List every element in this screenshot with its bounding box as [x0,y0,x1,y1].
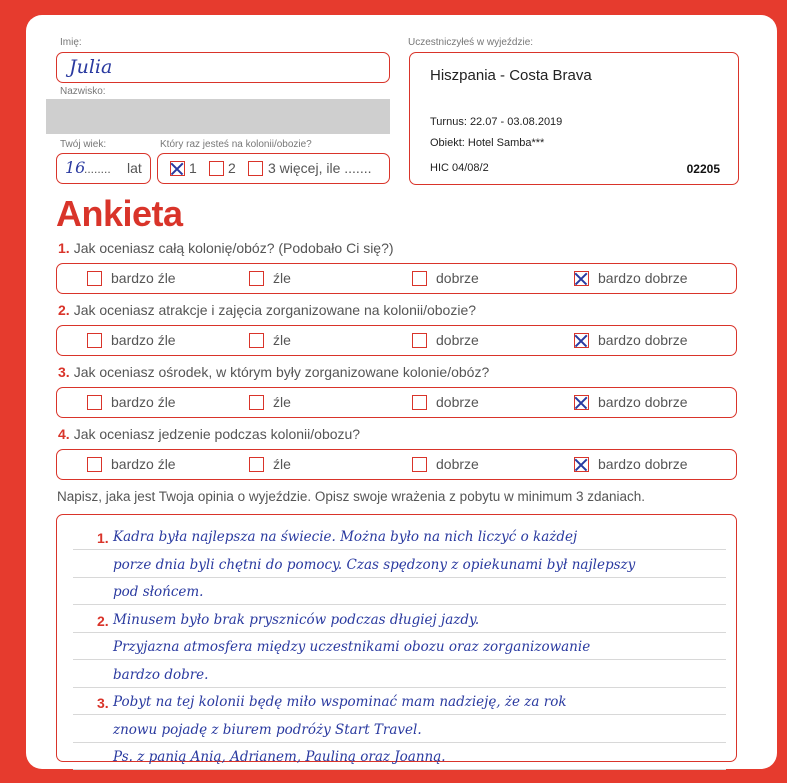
checkbox-q1-2[interactable] [249,271,264,286]
answer-row-2 [56,325,737,356]
ruled-line [73,577,726,578]
times-checkbox-2[interactable] [209,161,224,176]
age-label: Twój wiek: [60,139,107,150]
ruled-line [73,632,726,633]
surname-redacted [46,99,390,134]
checkbox-q3-3[interactable] [412,395,427,410]
ruled-line [73,714,726,715]
opinion-line: znowu pojadę z biurem podróży Start Travel. [113,721,422,738]
question-number: 4. [58,426,70,442]
checkbox-q1-3[interactable] [412,271,427,286]
age-dots: ........ [84,162,111,176]
checkbox-q4-3[interactable] [412,457,427,472]
option-label: bardzo źle [111,332,176,348]
times-checkbox-1[interactable] [170,161,185,176]
checkbox-q2-3[interactable] [412,333,427,348]
option-label: bardzo źle [111,394,176,410]
opinion-line: Pobyt na tej kolonii będę miło wspominać mam nadzieję, że za rok [113,694,567,710]
trip-number: 02205 [686,162,720,176]
question-number: 2. [58,302,70,318]
times-field [157,153,390,184]
trip-destination: Hiszpania - Costa Brava [430,67,592,84]
name-label: Imię: [60,37,82,48]
trip-box [409,52,739,185]
option-label: bardzo źle [111,456,176,472]
name-value: Julia [69,56,113,78]
checkbox-q3-4[interactable] [574,395,589,410]
question-text: Jak oceniasz jedzenie podczas kolonii/obozu? [73,426,361,442]
times-option-1: 1 [189,160,197,176]
ruled-line [73,742,726,743]
opinion-prompt: Napisz, jaka jest Twoja opinia o wyjeździe. Opisz swoje wrażenia z pobytu w minimum 3 zdaniach. [57,489,646,504]
opinion-line: pod słońcem. [113,584,204,600]
checkbox-q2-1[interactable] [87,333,102,348]
times-checkbox-3[interactable] [248,161,263,176]
option-label: bardzo dobrze [598,270,688,286]
opinion-line: Minusem było brak pryszniców podczas długiej jazdy. [113,611,480,628]
checkbox-q1-4[interactable] [574,271,589,286]
surname-label: Nazwisko: [60,86,106,97]
age-unit: lat [127,160,142,176]
answer-row-1 [56,263,737,294]
times-option-3: 3 więcej, ile ....... [268,160,372,176]
trip-code: HIC 04/08/2 [430,162,489,174]
checkbox-q2-4[interactable] [574,333,589,348]
age-value: 16 [65,158,86,177]
trip-label: Uczestniczyłeś w wyjeździe: [408,37,534,48]
question-text: Jak oceniasz atrakcje i zajęcia zorganizowane na kolonii/obozie? [73,302,477,318]
answer-row-3 [56,387,737,418]
checkbox-q2-2[interactable] [249,333,264,348]
question-number: 1. [58,240,70,256]
option-label: bardzo dobrze [598,456,688,472]
option-label: źle [273,456,291,472]
ruled-line [73,549,726,550]
question-text: Jak oceniasz całą kolonię/obóz? (Podobało Ci się?) [73,240,394,256]
ruled-line [73,604,726,605]
option-label: dobrze [436,332,479,348]
option-label: źle [273,394,291,410]
ruled-line [73,769,726,770]
opinion-number: 2. [97,612,109,629]
option-label: bardzo dobrze [598,332,688,348]
option-label: dobrze [436,394,479,410]
ruled-line [73,687,726,688]
option-label: bardzo źle [111,270,176,286]
question-1 [58,240,394,256]
option-label: dobrze [436,456,479,472]
times-label: Który raz jesteś na kolonii/obozie? [160,139,312,150]
opinion-line: Ps. z panią Anią, Adrianem, Pauliną oraz Joanną. [113,749,446,765]
times-option-2: 2 [228,160,236,176]
trip-objekt: Obiekt: Hotel Samba*** [430,137,545,149]
ruled-line [73,659,726,660]
opinion-number: 3. [97,695,109,711]
checkbox-q3-1[interactable] [87,395,102,410]
form-sheet [26,15,777,769]
checkbox-q4-4[interactable] [574,457,589,472]
opinion-line: bardzo dobre. [113,666,209,683]
opinion-number: 1. [97,530,109,546]
opinion-line: Przyjazna atmosfera między uczestnikami obozu oraz zorganizowanie [113,639,591,655]
checkbox-q4-2[interactable] [249,457,264,472]
option-label: źle [273,332,291,348]
option-label: dobrze [436,270,479,286]
question-3 [58,364,489,380]
answer-row-4 [56,449,737,480]
question-4 [58,426,360,442]
opinion-line: porze dnia byli chętni do pomocy. Czas spędzony z opiekunami był najlepszy [113,556,636,573]
question-2 [58,302,476,318]
opinion-box[interactable] [56,514,737,765]
option-label: źle [273,270,291,286]
checkbox-q1-1[interactable] [87,271,102,286]
question-text: Jak oceniasz ośrodek, w którym były zorganizowane kolonie/obóz? [73,364,490,380]
checkbox-q4-1[interactable] [87,457,102,472]
name-field[interactable] [56,52,390,83]
question-number: 3. [58,364,70,380]
trip-turnus: Turnus: 22.07 - 03.08.2019 [430,116,563,128]
age-field[interactable] [56,153,151,184]
survey-title: Ankieta [56,193,183,234]
option-label: bardzo dobrze [598,394,688,410]
checkbox-q3-2[interactable] [249,395,264,410]
opinion-line: Kadra była najlepsza na świecie. Można było na nich liczyć o każdej [113,529,578,545]
